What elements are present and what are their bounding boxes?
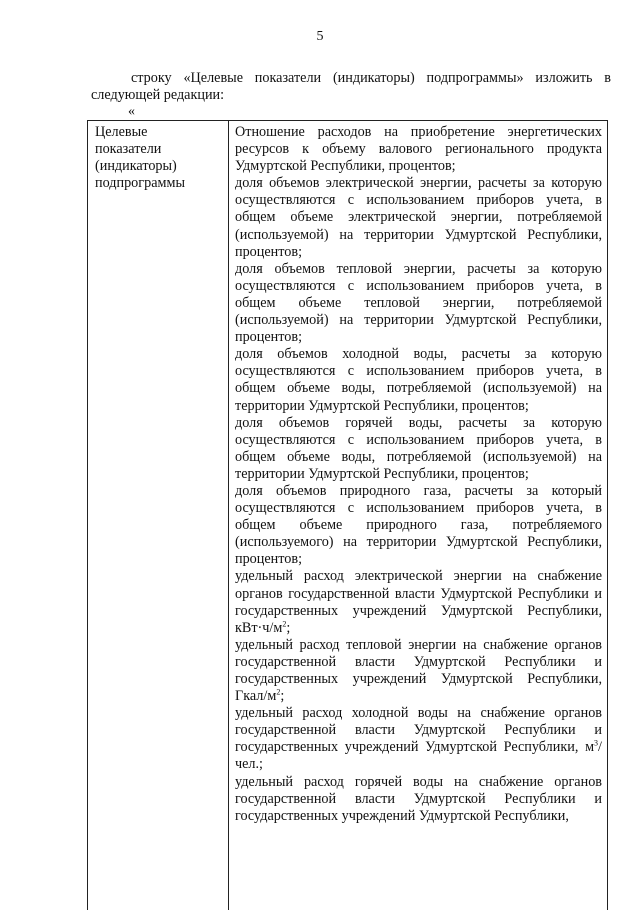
intro-paragraph xyxy=(91,70,611,104)
unit-superscript: 2 xyxy=(282,618,287,628)
indicators-cell xyxy=(235,124,602,825)
label-line: подпрограммы xyxy=(95,175,185,191)
indicators-table xyxy=(87,120,608,910)
indicator-item: удельный расход горячей воды на снабжение органов государственной власти Удмуртской Республики и государственных учреждений Удмуртской Республики, xyxy=(235,773,602,824)
indicator-item: доля объемов природного газа, расчеты за который осуществляются с использованием приборов учета, в общем объеме природного газа, потребляемого (используемого) на территории Удмуртской Республики, процентов; xyxy=(235,482,602,568)
indicator-item: доля объемов тепловой энергии, расчеты за которую осуществляются с использованием приборов учета, в общем объеме тепловой энергии, потребляемой (используемой) на территории Удмуртской Республики, процентов; xyxy=(235,260,602,346)
unit-superscript: 3 xyxy=(594,738,599,748)
label-line: Целевые xyxy=(95,124,148,140)
label-line: (индикаторы) xyxy=(95,158,177,174)
indicator-item xyxy=(235,568,602,636)
intro-line-2: следующей редакции: xyxy=(91,87,225,103)
indicator-tail: ; xyxy=(280,688,285,705)
indicator-tail: ; xyxy=(286,619,291,636)
indicator-tail: /чел.; xyxy=(235,739,602,773)
page-number: 5 xyxy=(316,29,324,44)
column-divider xyxy=(228,121,229,910)
indicator-item: Отношение расходов на приобретение энергетических ресурсов к объему валового регионального продукта Удмуртской Республики, процентов; xyxy=(235,124,602,175)
indicator-text: удельный расход холодной воды на снабжение органов государственной власти Удмуртской Республики и государственных учреждений Удмуртской Республики, м xyxy=(235,705,602,756)
indicator-item xyxy=(235,637,602,705)
label-line: показатели xyxy=(95,141,162,157)
indicator-item: доля объемов холодной воды, расчеты за которую осуществляются с использованием приборов учета, в общем объеме воды, потребляемой (используемой) на территории Удмуртской Республики, процентов; xyxy=(235,346,602,414)
opening-quote: « xyxy=(128,104,135,119)
indicator-item xyxy=(235,705,602,773)
indicator-text: удельный расход тепловой энергии на снабжение органов государственной власти Удмуртской Республики и государственных учреждений Удмуртской Республики, Гкал/м xyxy=(235,636,602,705)
indicator-item: доля объемов горячей воды, расчеты за которую осуществляются с использованием приборов учета, в общем объеме воды, потребляемой (используемой) на территории Удмуртской Республики, процентов; xyxy=(235,414,602,482)
indicator-text: удельный расход электрической энергии на снабжение органов государственной власти Удмуртской Республики и государственных учреждений Удмуртской Республики, кВт·ч/м xyxy=(235,568,602,636)
intro-line-1: строку «Целевые показатели (индикаторы) подпрограммы» изложить в xyxy=(131,70,611,86)
unit-superscript: 2 xyxy=(276,687,281,697)
row-label-cell xyxy=(95,124,225,192)
indicator-item: доля объемов электрической энергии, расчеты за которую осуществляются с использованием приборов учета, в общем объеме электрической энергии, потребляемой (используемой) на территории Удмуртской Республики, процентов; xyxy=(235,175,602,260)
